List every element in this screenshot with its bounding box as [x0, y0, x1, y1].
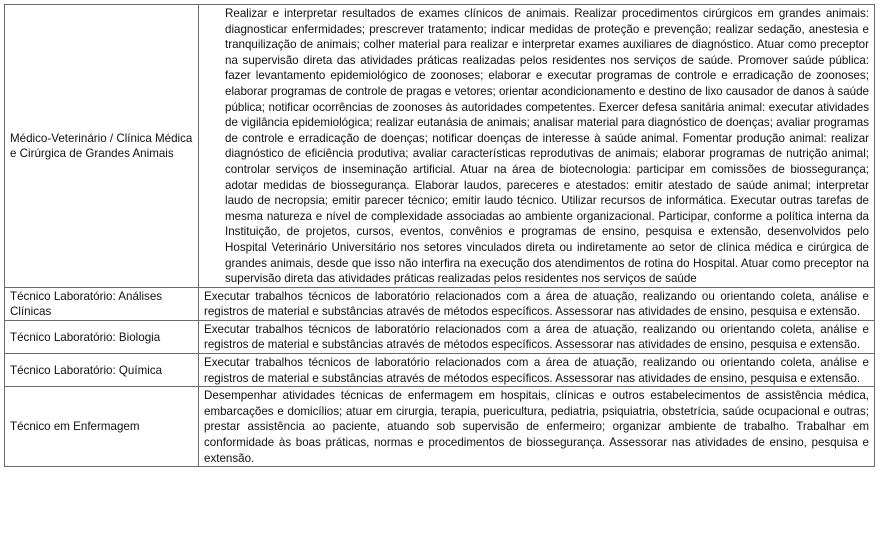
role-description: Executar trabalhos técnicos de laboratório relacionados com a área de atuação, realizando ou orientando coleta, análise e registros de material e substâncias através de métodos específicos. Assessorar nas atividades de ensino, pesquisa e extensão. [199, 354, 875, 387]
role-description: Realizar e interpretar resultados de exames clínicos de animais. Realizar procedimentos cirúrgicos em grandes animais: diagnosticar enfermidades; prescrever tratamento; indicar medidas de proteção e prevenção; realizar sedação, anestesia e tranquilização de animais; colher material para realizar e interpretar exames auxiliares de diagnóstico. Atuar como preceptor na supervisão direta das atividades práticas realizadas pelos residentes nos serviços de saúde. Promover saúde pública: fazer levantamento epidemiológico de zoonoses; elaborar e executar programas de controle e erradicação de zoonoses; elaborar programas de controle de pragas e vetores; orientar acondicionamento e destino de lixo causador de danos à saúde pública; notificar ocorrências de zoonoses às autoridades competentes. Exercer defesa sanitária animal: executar atividades de vigilância epidemiológica; realizar eutanásia de animais; analisar material para diagnóstico de doenças; avaliar programas de controle e erradicação de doenças; notificar doenças de interesse à saúde animal. Fomentar produção animal: realizar diagnóstico de eficiência produtiva; avaliar características reprodutivas de animais; elaborar programas de nutrição animal; controlar serviços de inseminação artificial. Atuar na área de biotecnologia: participar em comissões de biossegurança; adotar medidas de biossegurança. Elaborar laudos, pareceres e atestados: emitir atestado de saúde animal; interpretar laudo de necropsia; emitir parecer técnico; emitir laudo técnico. Utilizar recursos de informática. Executar outras tarefas de mesma natureza e nível de complexidade associadas ao ambiente organizacional. Participar, conforme a política interna da Instituição, de projetos, cursos, eventos, convênios e programas de ensino, pesquisa e extensão, desenvolvidos pelo Hospital Veterinário Universitário nos setores vinculados direta ou indiretamente ao setor de clínica médica e cirúrgica de grandes animais, desde que isso não interfira na execução dos atendimentos de rotina do Hospital. Atuar como preceptor na supervisão direta das atividades práticas realizadas pelos residentes nos serviços de saúde [199, 5, 875, 288]
role-description: Desempenhar atividades técnicas de enfermagem em hospitais, clínicas e outros estabelecimentos de assistência médica, embarcações e domicílios; atuar em cirurgia, terapia, puericultura, pediatria, psiquiatria, obstetrícia, saúde ocupacional e outras; prestar assistência ao paciente, atuando sob supervisão de enfermeiro; organizar ambiente de trabalho. Trabalhar em conformidade às boas práticas, normas e procedimentos de biossegurança. Assessorar nas atividades de ensino, pesquisa e extensão. [199, 387, 875, 467]
role-title: Técnico em Enfermagem [5, 387, 199, 467]
table-row [5, 5, 875, 288]
table-row [5, 387, 875, 467]
role-title: Técnico Laboratório: Biologia [5, 320, 199, 353]
role-description: Executar trabalhos técnicos de laboratório relacionados com a área de atuação, realizando ou orientando coleta, análise e registros de material e substâncias através de métodos específicos. Assessorar nas atividades de ensino, pesquisa e extensão. [199, 287, 875, 320]
table-row [5, 320, 875, 353]
role-title: Técnico Laboratório: Análises Clínicas [5, 287, 199, 320]
role-description: Executar trabalhos técnicos de laboratório relacionados com a área de atuação, realizando ou orientando coleta, análise e registros de material e substâncias através de métodos específicos. Assessorar nas atividades de ensino, pesquisa e extensão. [199, 320, 875, 353]
table-row [5, 354, 875, 387]
table-row [5, 287, 875, 320]
job-descriptions-table [4, 4, 875, 467]
role-title: Técnico Laboratório: Química [5, 354, 199, 387]
role-title: Médico-Veterinário / Clínica Médica e Cirúrgica de Grandes Animais [5, 5, 199, 288]
